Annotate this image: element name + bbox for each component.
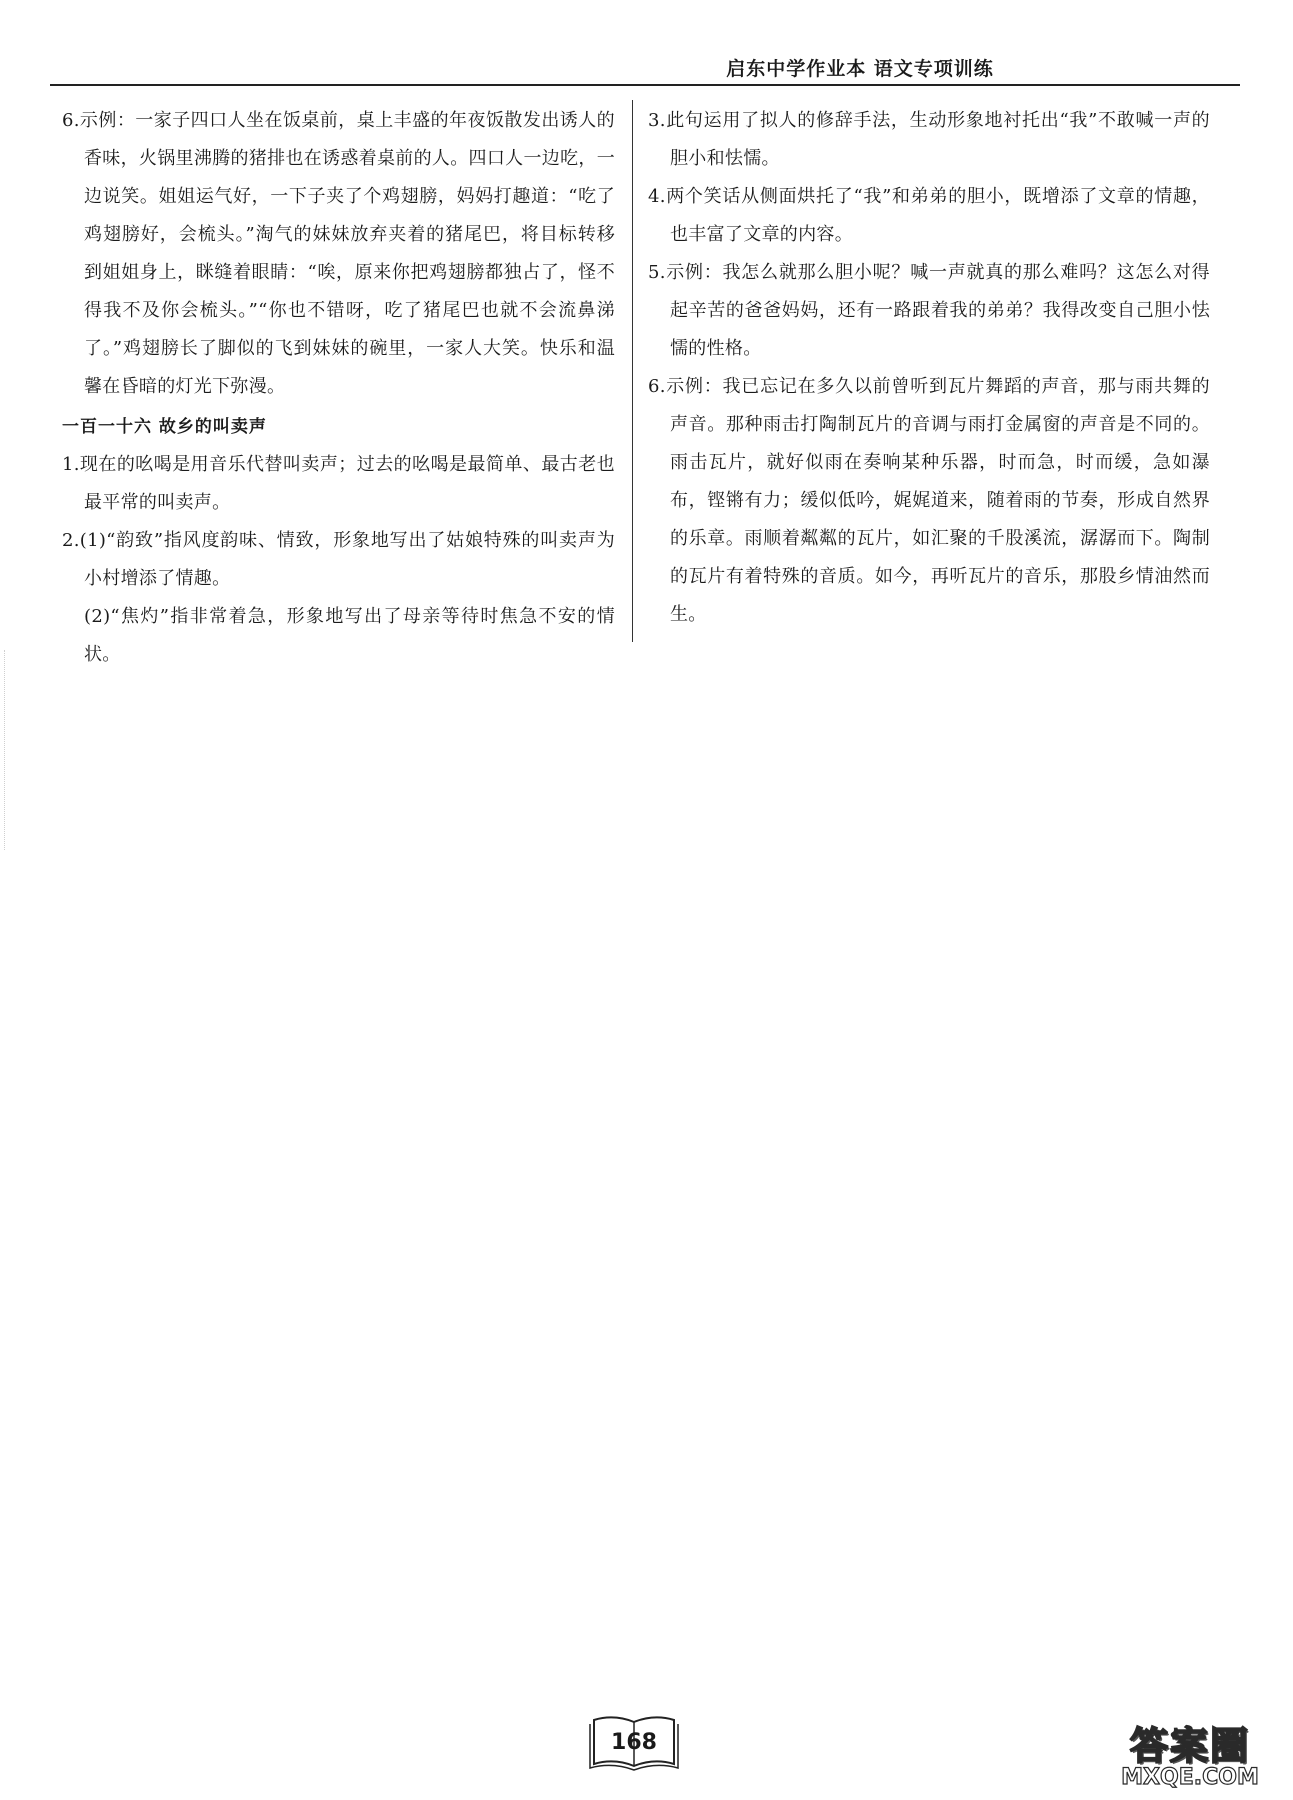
answer-item-2-1: 2.(1)“韵致”指风度韵味、情致，形象地写出了姑娘特殊的叫卖声为小村增添了情趣。	[62, 530, 615, 589]
answer-item-2-2: (2)“焦灼”指非常着急，形象地写出了母亲等待时焦急不安的情状。	[84, 606, 615, 665]
answer-item-3: 3.此句运用了拟人的修辞手法，生动形象地衬托出“我”不敢喊一声的胆小和怯懦。	[648, 110, 1210, 169]
answer-item-1: 1.现在的吆喝是用音乐代替叫卖声；过去的吆喝是最简单、最古老也最平常的叫卖声。	[62, 454, 615, 513]
answer-item-5: 5.示例：我怎么就那么胆小呢？喊一声就真的那么难吗？这怎么对得起辛苦的爸爸妈妈，还有一路跟着我的弟弟？我得改变自己胆小怯懦的性格。	[648, 262, 1210, 359]
header-title: 启东中学作业本 语文专项训练	[726, 58, 994, 80]
answer-item-4: 4.两个笑话从侧面烘托了“我”和弟弟的胆小，既增添了文章的情趣，也丰富了文章的内容。	[648, 186, 1210, 245]
answer-item-6b: 6.示例：我已忘记在多久以前曾听到瓦片舞蹈的声音，那与雨共舞的声音。那种雨击打陶制瓦片的音调与雨打金属窗的声音是不同的。雨击瓦片，就好似雨在奏响某种乐器，时而急，时而缓，急如瀑布，铿锵有力；缓似低吟，娓娓道来，随着雨的节奏，形成自然界的乐章。雨顺着粼粼的瓦片，如汇聚的千股溪流，潺潺而下。陶制的瓦片有着特殊的音质。如今，再听瓦片的音乐，那股乡情油然而生。	[648, 376, 1210, 625]
page-header	[50, 50, 1240, 86]
watermark-url: MXQE.COM	[1121, 1765, 1259, 1790]
page-number: 168	[611, 1730, 657, 1755]
scan-edge-marks	[4, 650, 9, 850]
header-rule	[50, 84, 1240, 86]
column-divider	[632, 100, 633, 642]
section-title: 一百一十六 故乡的叫卖声	[62, 417, 267, 437]
watermark-text: 答案圈	[1129, 1724, 1250, 1768]
page-footer	[588, 1710, 680, 1774]
left-column	[62, 102, 615, 674]
watermark-logo	[1095, 1715, 1285, 1797]
right-column	[648, 102, 1210, 634]
answer-item-6: 6.示例：一家子四口人坐在饭桌前，桌上丰盛的年夜饭散发出诱人的香味，火锅里沸腾的猪排也在诱惑着桌前的人。四口人一边吃，一边说笑。姐姐运气好，一下子夹了个鸡翅膀，妈妈打趣道：“吃了鸡翅膀好，会梳头。”淘气的妹妹放弃夹着的猪尾巴，将目标转移到姐姐身上，眯缝着眼睛：“唉，原来你把鸡翅膀都独占了，怪不得我不及你会梳头。”“你也不错呀，吃了猪尾巴也就不会流鼻涕了。”鸡翅膀长了脚似的飞到妹妹的碗里，一家人大笑。快乐和温馨在昏暗的灯光下弥漫。	[62, 110, 615, 397]
